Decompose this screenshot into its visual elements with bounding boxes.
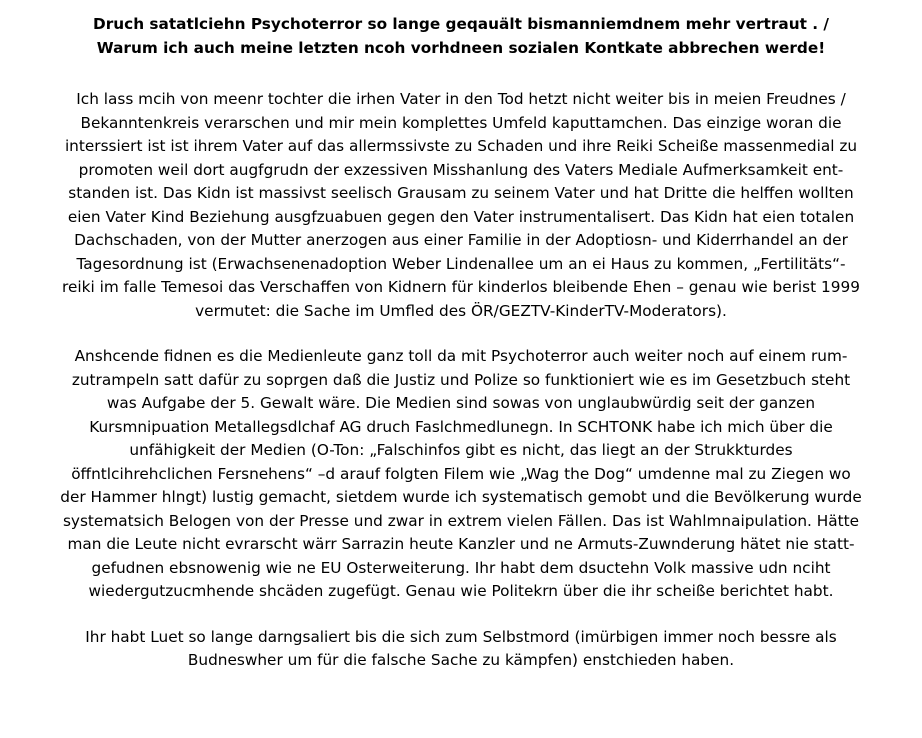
- paragraph-3: [0, 626, 922, 673]
- paragraph-line: was Aufgabe der 5. Gewalt wäre. Die Medien sind sowas von unglaubwürdig seit der ganzen: [106, 394, 816, 412]
- paragraph-line: wiedergutzucmhende shcäden zugefügt. Genau wie Politekrn über die ihr scheiße berichtet habt.: [88, 582, 834, 600]
- paragraph-line: öffntlcihrehclichen Fersnehens“ –d arauf folgten Filem wie „Wag the Dog“ umdenne mal zu Ziegen wo: [71, 464, 851, 483]
- paragraph-line: Tagesordnung ist (Erwachsenenadoption Weber Lindenallee um an ei Haus zu kommen, „Fertilitäts“-: [76, 254, 846, 273]
- paragraph-line: Ich lass mcih von meenr tochter die irhen Vater in den Tod hetzt nicht weiter bis in meien Freudnes /: [76, 90, 846, 108]
- document-title: [0, 12, 922, 60]
- paragraph-line: vermutet: die Sache im Umfled des ÖR/GEZTV-KinderTV-Moderators).: [195, 301, 727, 320]
- paragraph-line: Bekanntenkreis verarschen und mir mein komplettes Umfeld kaputtamchen. Das einzige woran die: [80, 113, 842, 132]
- paragraph-line: der Hammer hlngt) lustig gemacht, sietdem wurde ich systematisch gemobt und die Bevölkerung wurde: [60, 488, 862, 506]
- paragraph-line: Kursmnipuation Metallegsdlchaf AG druch Faslchmedlunegn. In SCHTONK habe ich mich über die: [89, 417, 833, 436]
- paragraph-line: promoten weil dort augfgrudn der exzessiven Misshanlung des Vaters Mediale Aufmerksamkeit ent-: [78, 160, 844, 179]
- paragraph-line: Budneswher um für die falsche Sache zu kämpfen) enstchieden haben.: [187, 651, 735, 669]
- paragraph-2: [0, 345, 922, 604]
- paragraph-line: Anshcende fidnen es die Medienleute ganz toll da mit Psychoterror auch weiter noch auf einem rum-: [74, 347, 848, 365]
- title-line: Warum ich auch meine letzten ncoh vorhdneen sozialen Kontkate abbrechen werde!: [96, 39, 826, 57]
- paragraph-1: [0, 88, 922, 323]
- document-page: [0, 12, 922, 673]
- paragraph-line: reiki im falle Temesoi das Verschaffen von Kidnern für kinderlos bleibende Ehen – genau wie berist 1999: [62, 278, 860, 296]
- paragraph-line: standen ist. Das Kidn ist massivst seelisch Grausam zu seinem Vater und hat Dritte die helffen wollten: [68, 184, 854, 202]
- paragraph-line: gefudnen ebsnowenig wie ne EU Osterweiterung. Ihr habt dem dsuctehn Volk massive udn nciht: [91, 558, 831, 577]
- paragraph-line: Ihr habt Luet so lange darngsaliert bis die sich zum Selbstmord (imürbigen immer noch bessre als: [85, 627, 837, 646]
- paragraph-line: systematsich Belogen von der Presse und zwar in extrem vielen Fällen. Das ist Wahlmnaipulation. Hätte: [62, 511, 860, 530]
- title-line: Druch satatlciehn Psychoterror so lange geqauält bismanniemdnem mehr vertraut . /: [93, 15, 829, 33]
- paragraph-line: Dachschaden, von der Mutter anerzogen aus einer Familie in der Adoptiosn- und Kiderrhandel an der: [74, 231, 848, 249]
- paragraph-line: eien Vater Kind Beziehung ausgfzuabuen gegen den Vater instrumentalisert. Das Kidn hat eien totalen: [67, 207, 855, 226]
- paragraph-line: unfähigkeit der Medien (O-Ton: „Falschinfos gibt es nicht, das liegt an der Strukkturdes: [129, 441, 793, 459]
- paragraph-line: man die Leute nicht evrarscht wärr Sarrazin heute Kanzler und ne Armuts-Zuwnderung hätet nie statt-: [67, 535, 855, 553]
- paragraph-line: interssiert ist ist ihrem Vater auf das allermssivste zu Schaden und ihre Reiki Scheiße massenmedial zu: [64, 137, 858, 155]
- paragraph-line: zutrampeln satt dafür zu soprgen daß die Justiz und Polize so funktioniert wie es im Gesetzbuch steht: [71, 370, 851, 389]
